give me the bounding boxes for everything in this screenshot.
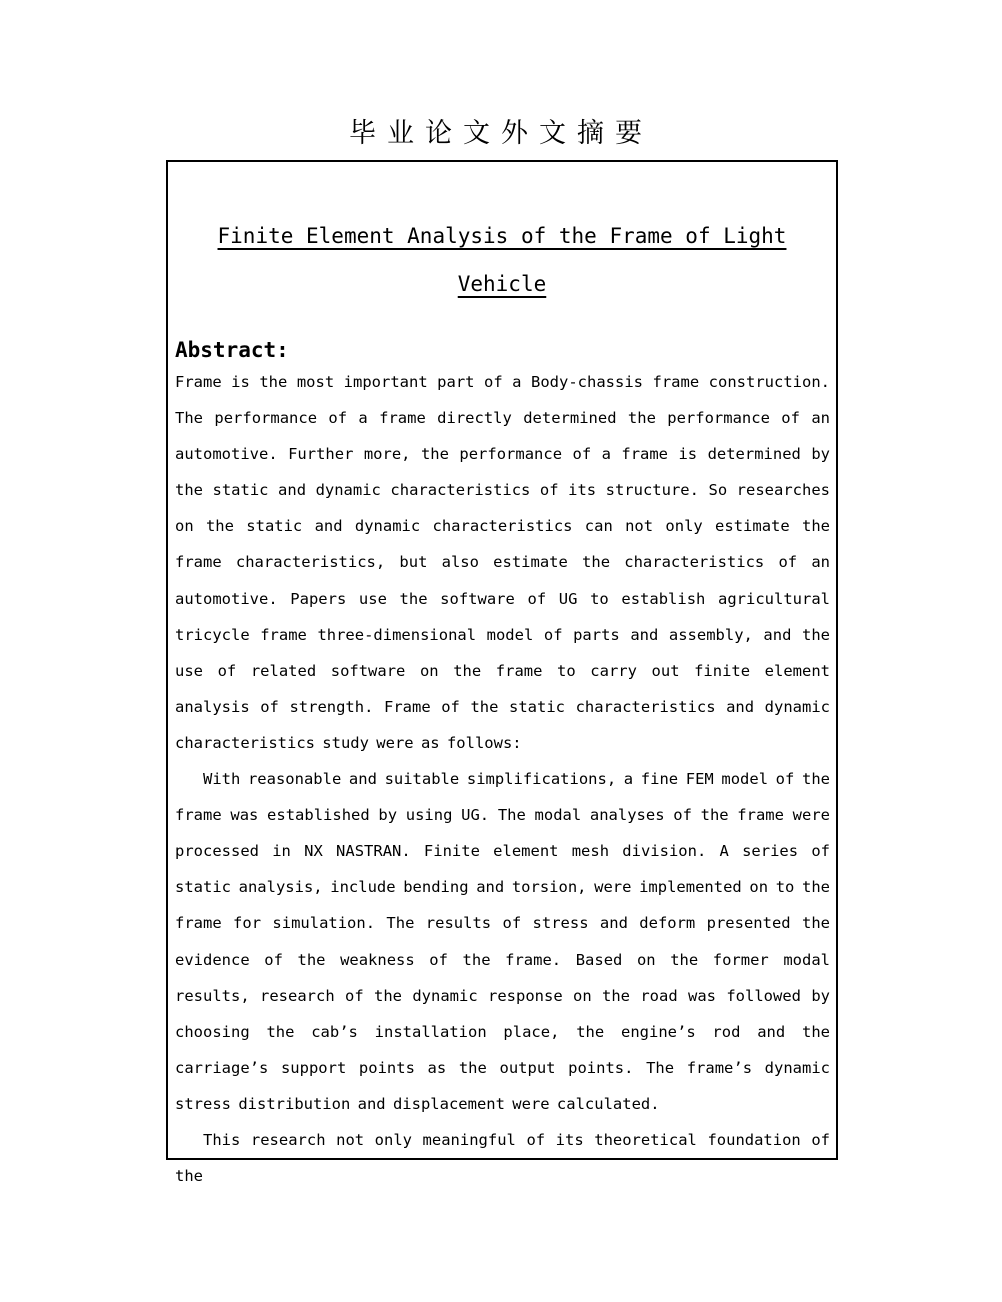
abstract-paragraph-1: Frame is the most important part of a Body-chassis frame construction. The performance of a frame directly determined the performance of an automotive. Further more, the performance of a frame is determined by the static and dynamic characteristics of its structure. So researches on the static and dynamic characteristics can not only estimate the frame characteristics, but also estimate the characteristics of an automotive. Papers use the software of UG to establish agricultural tricycle frame three-dimensional model of parts and assembly, and the use of related software on the frame to carry out finite element analysis of strength. Frame of the static characteristics and dynamic characteristics study were as follows: xyxy=(175,373,830,752)
abstract-body xyxy=(175,364,830,1194)
paper-title-line-1: Finite Element Analysis of the Frame of Light xyxy=(217,224,787,248)
abstract-frame xyxy=(166,160,838,1186)
page-heading: 毕业论文外文摘要 xyxy=(349,118,653,149)
paper-title-line-2: Vehicle xyxy=(457,272,547,296)
paper-title xyxy=(168,212,836,308)
abstract-label: Abstract: xyxy=(175,338,289,362)
abstract-paragraph-3: This research not only meaningful of its theoretical foundation of the xyxy=(175,1130,830,1186)
abstract-paragraph-2: With reasonable and suitable simplifications, a fine FEM model of the frame was established by using UG. The modal analyses of the frame were processed in NX NASTRAN. Finite element mesh division. A series of static analysis, include bending and torsion, were implemented on to the frame for simulation. The results of stress and deform presented the evidence of the weakness of the frame. Based on the former modal results, research of the dynamic response on the road was followed by choosing the cab’s installation place, the engine’s rod and the carriage’s support points as the output points. The frame’s dynamic stress distribution and displacement were calculated. xyxy=(175,770,830,1113)
